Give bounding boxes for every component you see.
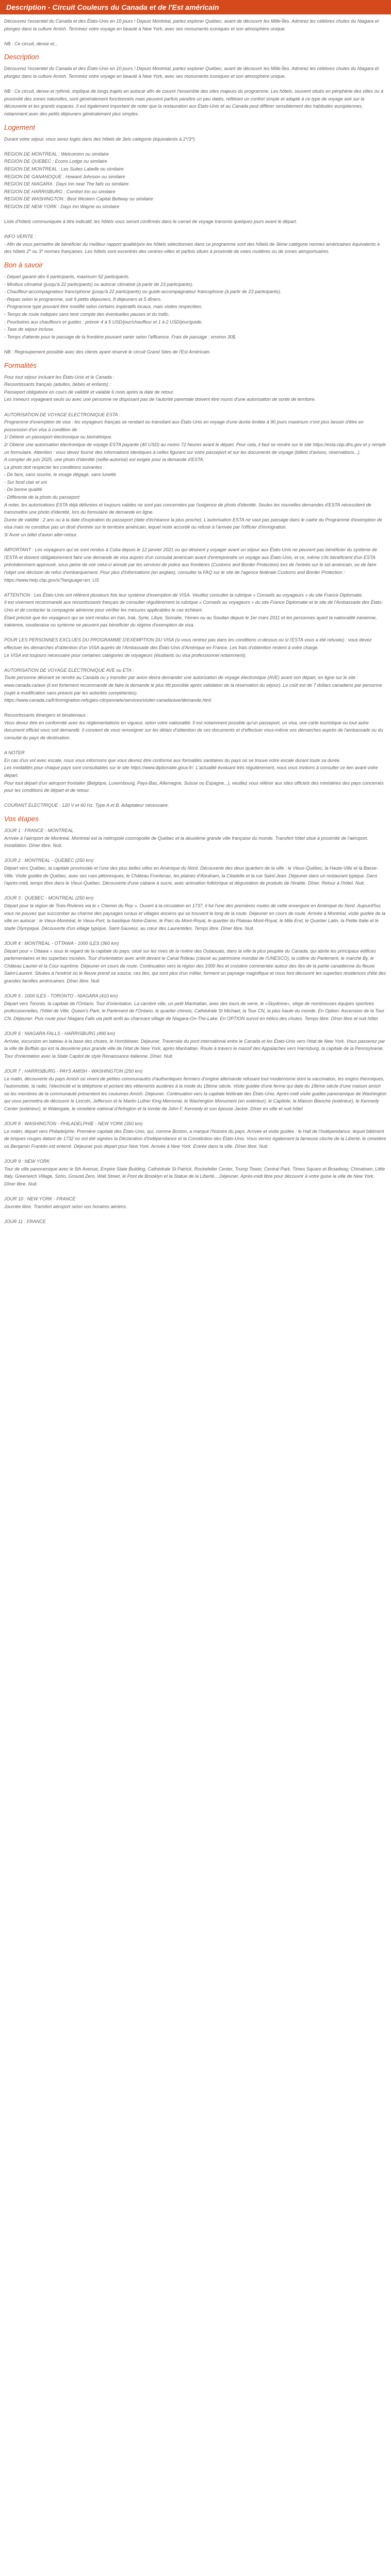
paragraph: - De bonne qualité [4,487,42,493]
page-title: Description - Circuit Couleurs du Canada et de l'Est américain [6,3,219,11]
paragraph: Ressortissants étrangers et binationaux : [4,713,89,718]
paragraph: Ressortissants français (adultes, bébés et enfants) : [4,382,111,387]
section-4 [4,361,387,809]
paragraph: Passeport obligatoire en cours de validité et valable 6 mois après la date de retour. [4,389,174,395]
paragraph: POUR LES PERSONNES EXCLUES DU PROGRAMME D'EXEMPTION DU VISA (si vous rentrez pas dans les conditions ci-dessus ou si l'ESTA vous a été refusée) : vous devez effectuer les démarches d'obtention d'un VISA auprès de l'Ambassade des États-Unis d'Amérique en France. Les frais d'obtention restent à votre charge. [4,637,372,650]
paragraph: AUTORISATION DE VOYAGE ELECTRONIQUE AVE ou ETA : [4,667,134,673]
paragraph: Tour de ville panoramique avec le 5th Avenue, Empire State Building, Cathédrale St Patrick, Rockefeller Center, Trump Tower, Central Park, Times Square et Broadway, Chinatown, Little Italy, Greenwich Village, Soho, Ground Zero, Wall Street, le Pont de Brooklyn et la Statue de la Liberté... Déjeuner. Après-midi libre pour découvrir à votre guise la ville de New York. Dîner libre. Nuit. [4,1166,385,1187]
paragraph-spacer [4,539,387,547]
paragraph: https://www.canada.ca/fr/immigration-refugies-citoyennete/services/visiter-canada/ave/demande.html [4,698,211,703]
paragraph: JOUR 4 : MONTREAL - OTTAWA - 1000 ILES (360 km) [4,940,119,946]
paragraph: A NOTER [4,750,25,756]
paragraph: AUTORISATION DE VOYAGE ELECTRONIQUE ESTA : [4,412,121,417]
paragraph: Découvrez l'essentiel du Canada et des États-Unis en 10 jours ! Depuis Montréal, partez explorer Québec, avant de découvrir les Mille-Îles. Admirez les célèbres chutes du Niagara et plongez dans la culture Amish. Terminez votre voyage en beauté à New York, avec ses monuments iconiques et son atmosphère unique. [4,66,379,79]
paragraph: REGION DE HARRISBURG : Comfort Inn ou similaire [4,189,116,194]
paragraph: - Minibus climatisé (jusqu'à 22 participants) ou autocar climatisé (à partir de 23 participants). [4,281,193,287]
paragraph-spacer [4,226,387,233]
paragraph: - Repas selon le programme, soit 9 petits déjeuners, 8 déjeuners et 5 dîners. [4,296,162,302]
paragraph-spacer [4,932,387,940]
paragraph: JOUR 11 : FRANCE [4,1218,46,1224]
section-heading: Formalités [4,361,37,369]
paragraph: JOUR 8 : WASHINGTON - PHILADELPHIE - NEW YORK (350 km) [4,1121,143,1127]
paragraph-spacer [4,1060,387,1067]
paragraph-spacer [4,32,387,40]
paragraph-spacer [4,341,387,348]
paragraph: - Pourboires aux chauffeurs et guides : prévoir 4 à 5 USD/jour/chauffeur et 1 à 2 USD/jour/guide. [4,319,203,325]
paragraph: Il est vivement recommandé aux ressortissants français de consulter régulièrement la rubrique « Conseils au voyageurs » du site France Diplomatie et le site de l'Ambassade des États-Unis et de contacter la compagnie aérienne pour vérifier les mesures applicables le cas échéant. [4,600,383,613]
section-heading: Description [4,53,39,61]
paragraph-spacer [4,1113,387,1121]
section-0 [4,18,387,47]
paragraph: - Départ garanti dès 6 participants, maximum 52 participants. [4,274,130,280]
paragraph: NB : Regroupement possible avec des clients ayant réservé le circuit Grand Sites de l'Est Américain. [4,349,211,354]
paragraph: - Temps de route indiqués sans tenir compte des éventuelles pauses et du trafic. [4,312,170,317]
paragraph-spacer [4,1022,387,1030]
paragraph: - Programme type pouvant être modifié selon certains impératifs locaux, mais visites respectées. [4,304,203,310]
paragraph: JOUR 6 : NIAGARA FALLS - HARRISBURG (490 km) [4,1031,116,1037]
paragraph: Découvrez l'essentiel du Canada et des États-Unis en 10 jours ! Depuis Montréal, partez explorer Québec, avant de découvrir les Mille-Îles. Admirez les célèbres chutes du Niagara et plongez dans la culture Amish. Terminez votre voyage en beauté à New York, avec ses monuments iconiques et son atmosphère unique. [4,19,379,31]
section-heading: Logement [4,123,36,131]
paragraph: Liste d'hôtels communiquée à titre indicatif, les hôtels vous seront confirmés dans le carnet de voyage transmis quelques jours avant le départ. [4,219,298,225]
paragraph: Le matin, découverte du pays Amish où vivent de petites communautés d'authentiques fermiers d'origine allemande refusant tout modernisme dont la vaccination, les engins thermiques, l'automobile, la radio, l'électricité et la téléphone et portant des vêtements austères à la mode du 18ème siècle. Visite guidée d'une ferme qui date du 18ème siècle d'une maison amish où les membres de la communauté présentent les coutumes Amish. Déjeuner. Continuation vers la capitale fédérale des États-Unis. Après-midi visite guidée panoramique de Washington qui vous permettra de découvrir le Lincoln, Jefferson et le Martin Luther King Memorial, le Washington Monument (en extérieur), le Capitole, la Maison Blanche (extérieur), le Kennedy Center (extérieur), le Watergate, le cimetière national d'Arlington et la tombe de John F. Kennedy et son épouse Jackie. Dîner en ville et nuit hôtel [4,1076,387,1111]
paragraph: - De face, sans sourire, le visage dégagé, sans lunette [4,472,117,478]
paragraph: REGION DE MONTREAL : Welcominn ou similaire [4,151,109,157]
paragraph: - Taxe de séjour incluse. [4,327,55,332]
paragraph: Toute personne désirant se rendre au Canada ou y transiter par avion devra demander une autorisation de voyage électronique (AVE) avant son départ, en ligne sur le site : www.canada.ca/ave (il est fortement recommandé de faire la demande le plus tôt possible après validation de la réservation du séjour). Le coût est de 7 dollars canadiens par personne (sujet à modification sans préavis par les autorités compétentes). [4,675,382,696]
paragraph: Départ pour « Ottawa » sous le regard de la capitale du pays, situé sur les rives de la rivière des Outaouais, dans la ville la plus peuplée du Canada, qui abrite les principaux édifices parlementaires et les superbes musées. Tour d'orientation avec arrêt devant le Canal Rideau (classé au patrimoine mondial de l'UNESCO), la colline du Parlement, le marché By, le Château Laurier et la Cour suprême. Déjeuner en cours de route. Continuation vers la région des 1000 îles et croisière commentée autour des îles de la partie canadienne du fleuve Saint-Laurent. Situées à l'endroit où le fleuve prend sa source, ces îles, qui sont plus d'un millier, forment un paysage magnifique et nous font découvrir les superbes résidences d'été des grandes familles américaines. Dîner libre. Nuit. [4,948,386,984]
paragraph: - Différente de la photo du passeport [4,495,80,500]
paragraph: Vous devez être en conformité avec les réglementations en vigueur, selon votre nationalité. Il est notamment possible qu'un passeport, un visa, une carte touristique ou tout autre document officiel vous soit demandé. Il convient de vous renseigner sur les délais d'obtention de ces documents et d'effectuer vous-même vos démarches auprès de l'ambassade ou du consulat du pays de destination. [4,720,383,741]
paragraph: Départ vers Toronto, la capitale de l'Ontario. Tour d'orientation. La carrière ville, un petit Manhattan, avec des tours de verre, le «Skydome», siège de nombreuses équipes sportives professionnelles, l'hôtel de Ville, Queen's Park, le Parlement de l'Ontario, le quartier chinois, Cathédrale St Michael, la Tour CN, la plus haute du monde. En Option: Ascension de la Tour CN. Déjeuner. Puis route pour Niagara Falls via petit arrêt au charmant village de Niagara-On-The-Lake. En OPTION survol en hélico des chutes. Temps libre. Dîner libre et nuit hôtel. [4,1001,384,1021]
paragraph-spacer [4,659,387,667]
paragraph: INFO VERITE : [4,234,36,240]
paragraph: Pour tout départ d'un aéroport frontalier (Belgique, Luxembourg, Pays-Bas, Allemagne, Suisse ou Espagne...), veuillez vous référer aux sites officiels des ministères des pays concernés pour les conditions de départ et de retour. [4,780,384,793]
section-1 [4,53,387,117]
paragraph: 2/ Obtenir une autorisation électronique de voyage ESTA payante (40 USD) au moins 72 heures avant le départ. Pour cela, il faut se rendre sur le site https://esta.cbp.dhs.gov et y remplir un formulaire. Attention : vous devez fournir des informations identiques à celles figurant sur votre passeport et sur les documents de voyage (billets d'avions, réservations...). [4,442,386,455]
paragraph-spacer [4,584,387,591]
paragraph: 1/ Détenir un passeport électronique ou biométrique. [4,434,112,440]
paragraph: REGION DE MONTREAL : Les Suites Labelle ou similaire [4,166,124,172]
paragraph: REGION DE NEW YORK : Days Inn Wayne ou similaire [4,204,120,209]
section-heading: Vos étapes [4,815,39,823]
paragraph: REGION DE WASHINGTON : Best Western Capital Beltway ou similaire [4,196,153,202]
paragraph: Pour tout séjour incluant les États-Unis et le Canada : [4,374,115,380]
paragraph-spacer [4,403,387,411]
paragraph: COURANT ELECTRIQUE : 120 V et 60 Hz. Type A et B. Adaptateur nécessaire. [4,803,169,808]
paragraph: Journée libre. Transfert aéroport selon vos horaires aériens. [4,1204,127,1209]
paragraph: ATTENTION : Les États-Unis ont référent plusieurs fois leur système d'exemption de VISA. Veuillez consulter la rubrique « Conseils au voyageurs » du site France Diplomatie. [4,592,363,598]
paragraph: Durant votre séjour, vous serez logés dans des hôtels de 3ets catégorie (équivalents à 2*/3*). [4,136,196,142]
paragraph: - Temps d'attente pour le passage de la frontière pouvant varier selon l'affluence. Frais de passage : environ 30$. [4,334,237,340]
paragraph: JOUR 10 : NEW YORK - FRANCE [4,1196,76,1202]
paragraph: Étant précisé que les voyageurs qui se sont rendus en Iran, Irak, Syrie, Libye, Somalie, Yémen ou au Soudan depuis le 1er mars 2011 et les personnes ayant la nationalité iranienne, irakienne, soudanaise ou syrienne ne peuvent pas bénéficier du régime d'exemption de visa. [4,615,377,628]
paragraph-spacer [4,210,387,218]
paragraph: Arrivée à l'aéroport de Montréal. Montréal est la métropole cosmopolite de Québec et la deuxième grande ville française du monde. Transfert hôtel situé à proximité de l'aéroport. Installation. Dîner libre. Nuit. [4,835,368,849]
paragraph-spacer [4,742,387,750]
paragraph: Les modalités pour chaque pays sont consultables sur le site https://www.diplomatie.gouv.fr/. L'actualité évoluant très régulièrement, nous vous invitons à consulter ce lien avant votre départ. [4,765,378,778]
section-3 [4,261,387,356]
description-content [4,18,387,1225]
paragraph: JOUR 1 : FRANCE - MONTREAL [4,828,74,833]
paragraph: REGION DE NIAGARA : Days Inn near The falls ou similaire [4,181,129,187]
paragraph: A compter de juin 2025, une photo d'identité (selfie-autorisé) est exigée pour la demande d'ESTA. [4,457,205,463]
paragraph-spacer [4,629,387,637]
paragraph: - Afin de vous permettre de bénéficier du meilleur rapport qualité/prix les hôtels sélectionnés dans ce programme sont des hôtels de 3ème catégorie normes américaines équivalents à des hôtels 2* ou 3* normes françaises. Les hôtels sont excentrés des centres-villes et parfois situés à proximité de voies routières ou de zones aéroportuaires. [4,241,380,255]
section-5 [4,815,387,1225]
paragraph: En cas d'un vol avec escale, nous vous informons que vous devrez être conforme aux formalités sanitaires du pays où se trouve votre escale durant toute sa durée. [4,757,341,763]
section-2 [4,123,387,256]
paragraph-spacer [4,80,387,88]
title-bar [0,0,391,14]
paragraph: JOUR 7 : HARRISBURG - PAYS AMISH - WASHINGTON (250 km) [4,1069,143,1074]
paragraph: JOUR 3 : QUEBEC - MONTREAL (250 km) [4,895,94,901]
paragraph: - Sur fond clair et uni [4,479,47,485]
paragraph: JOUR 9 : NEW YORK [4,1159,50,1164]
paragraph: Arrivée, excursion en bateau à la base des chutes, le Hornblower. Déjeuner. Traversée du pont international entre le Canada et les États-Unis vers l'état de New York. Vous passerez par la ville de Buffalo qui est la deuxième plus grande ville de l'état de New York, après Manhattan. Route à travers le massif des Appalaches vers Harrisburg, la capitale de la Pennsylvanie. Tour d'orientation avec la State Capitol de style Renaissance italienne. Dîner. Nuit. [4,1038,385,1059]
paragraph-spacer [4,1210,387,1218]
paragraph: NB : Ce circuit, dense et rythmé, implique de longs trajets en autocar afin de couvrir l'ensemble des sites majeurs du programme. Les hôtels, souvent situés en périphérie des villes ou à proximité des zones naturelles, sont généralement fonctionnels mais peuvent parfois paraître un peu datés, reflétant un confort simple et adapté à ce type de voyage axé sur la découverte et les grands espaces. Il est également important de noter que la restauration aux États-Unis et au Canada peut différer sensiblement des habitudes européennes, notamment avec des petits déjeuners généralement plus simples. [4,89,384,116]
paragraph: Départ pour la région de Trois-Rivières via le « Chemin du Roy ». Ouvert à la circulation en 1737, il fut l'une des premières routes de cette envergure en Amérique du Nord. Aujourd'hui, vous ne pouvez que succomber au charme des paysages ruraux et villages anciens qui se trouvent le long de la route. Déjeuner en cours de route. Arrivée à Montréal, visite guidée de la ville en autocar : le Vieux-Montréal, le Vieux-Port, la basilique Notre-Dame, le Parc du Mont-Royal, le quartier du Plateau Mont-Royal, le Mile End, le Quartier Latin, la Petite Italie et le stade Olympique. Découverte d'un village typique, Saint-Sauveur, au cœur des Laurentides. Temps libre. Dîner libre. Nuit. [4,903,386,931]
paragraph-spacer [4,985,387,992]
paragraph: 3/ Avoir un billet d'avion aller-retour. [4,532,78,538]
paragraph-spacer [4,1150,387,1158]
paragraph: Programme d'exemption de visa : les voyageurs français se rendant ou transitant aux États-Unis en voyage d'une durée limitée à 90 jours maximum n'ont plus besoin d'être en possession d'un visa à condition de : [4,419,364,432]
section-heading: Bon à savoir [4,261,43,269]
paragraph: JOUR 5 : 1000 ILES - TORONTO - NIAGARA (410 km) [4,993,118,999]
paragraph: Durée de validité : 2 ans ou à la date d'expiration du passeport (date d'échéance la plus proche). L'autorisation ESTA ne vaut pas passage dans le cadre du Programme d'exemption de visa mais ne constitue pas un droit d'entrée sur le territoire américain, lequel reste accordé ou refusé à l'arrivée par l'officier d'immigration. [4,517,382,530]
paragraph: La photo doit respecter les conditions suivantes : [4,464,105,470]
paragraph-spacer [4,704,387,712]
paragraph: - Chauffeur-accompagnateur francophone (jusqu'à 22 participants) ou guide-accompagnateur francophone (à partir de 23 participants). [4,289,282,295]
paragraph: REGION DE QUEBEC : Econo Lodge ou similaire [4,159,107,164]
paragraph-spacer [4,887,387,895]
paragraph: Le matin, départ vers Philadelphie. Première capitale des États-Unis, qui, comme Boston, a marqué l'histoire du pays. Arrivée et visite guidée : le Hall de l'Indépendance, lequel bâtiment de briques rouges datant de 1732 où ont été signées la Déclaration d'Indépendance et la Constitution des États-Unis. Vous verrez également la fameuse cloche de la Liberté, le cimetière où Benjamin Franklin est enterré. Déjeuner puis départ pour New York. Arrivée à New York. Entrée dans la ville. Dîner libre. Nuit. [4,1128,386,1149]
paragraph: Départ vers Québec, la capitale provinciale et l'une des plus belles villes en Amérique du Nord. Découverte des deux quartiers de la ville : le Vieux-Québec, la Haute-Ville et la Basse-Ville. Visite guidée de Québec, avec ses rues pittoresques, le Château Frontenac, les plaines d'Abraham, la Citadelle et la rue Saint-Jean. Déjeuner dans un restaurant typique. Dans l'après-midi, temps libre dans le Vieux-Québec. Découverte d'une cabane à sucre, avec animation folklorique et dégustation de produits de l'érable. Dîner. Retour à l'hôtel. Nuit. [4,865,378,886]
paragraph: IMPORTANT : Les voyageurs qui se sont rendus à Cuba depuis le 12 janvier 2021 ou qui désirent y voyager avant un séjour aux États-Unis ne peuvent pas bénéficier du système de l'ESTA et doivent obligatoirement faire une demande de visa auprès d'un consulat américain avant d'entreprendre un voyage aux États-Unis, et ce, même s'ils bénéficient d'un ESTA précédemment approuvé, sous peine de voir celui-ci annulé par les services de police aux frontières (Customs and Border Protection) lors de l'entrée sur le sol américain, ou de faire l'objet une décision de refus d'embarquement. Pour plus d'informations (en anglais), consulter la FAQ sur le site de l'agence fédérale Customs and Border Protection : https://www.help.cbp.gov/s/?language=en_US [4,547,378,583]
paragraph-spacer [4,794,387,802]
paragraph: A noter, les autorisations ESTA déjà délivrées et toujours valides ne sont pas concernées par l'exigence de photo d'identité. Seules les nouvelles demandes d'ESTA nécessitent de transmettre une photo d'identité, lors du formulaire de demande en ligne. [4,502,371,515]
paragraph-spacer [4,143,387,150]
paragraph: Les mineurs voyageant seuls ou avec une personne ne disposant pas de l'autorité parentale doivent être munis d'une autorisation de sortie de territoire. [4,397,316,402]
paragraph: Le VISA est toujours nécessaire pour certaines catégories de voyageurs (étudiants ou visa professionnel notamment). [4,652,247,658]
paragraph-spacer [4,1188,387,1196]
paragraph-spacer [4,850,387,857]
paragraph: NB : Ce circuit, dense et... [4,41,58,46]
paragraph: REGION DE GANANOQUE : Howard Johnson ou similaire [4,174,125,179]
paragraph: JOUR 2 : MONTREAL - QUEBEC (250 km) [4,858,94,863]
